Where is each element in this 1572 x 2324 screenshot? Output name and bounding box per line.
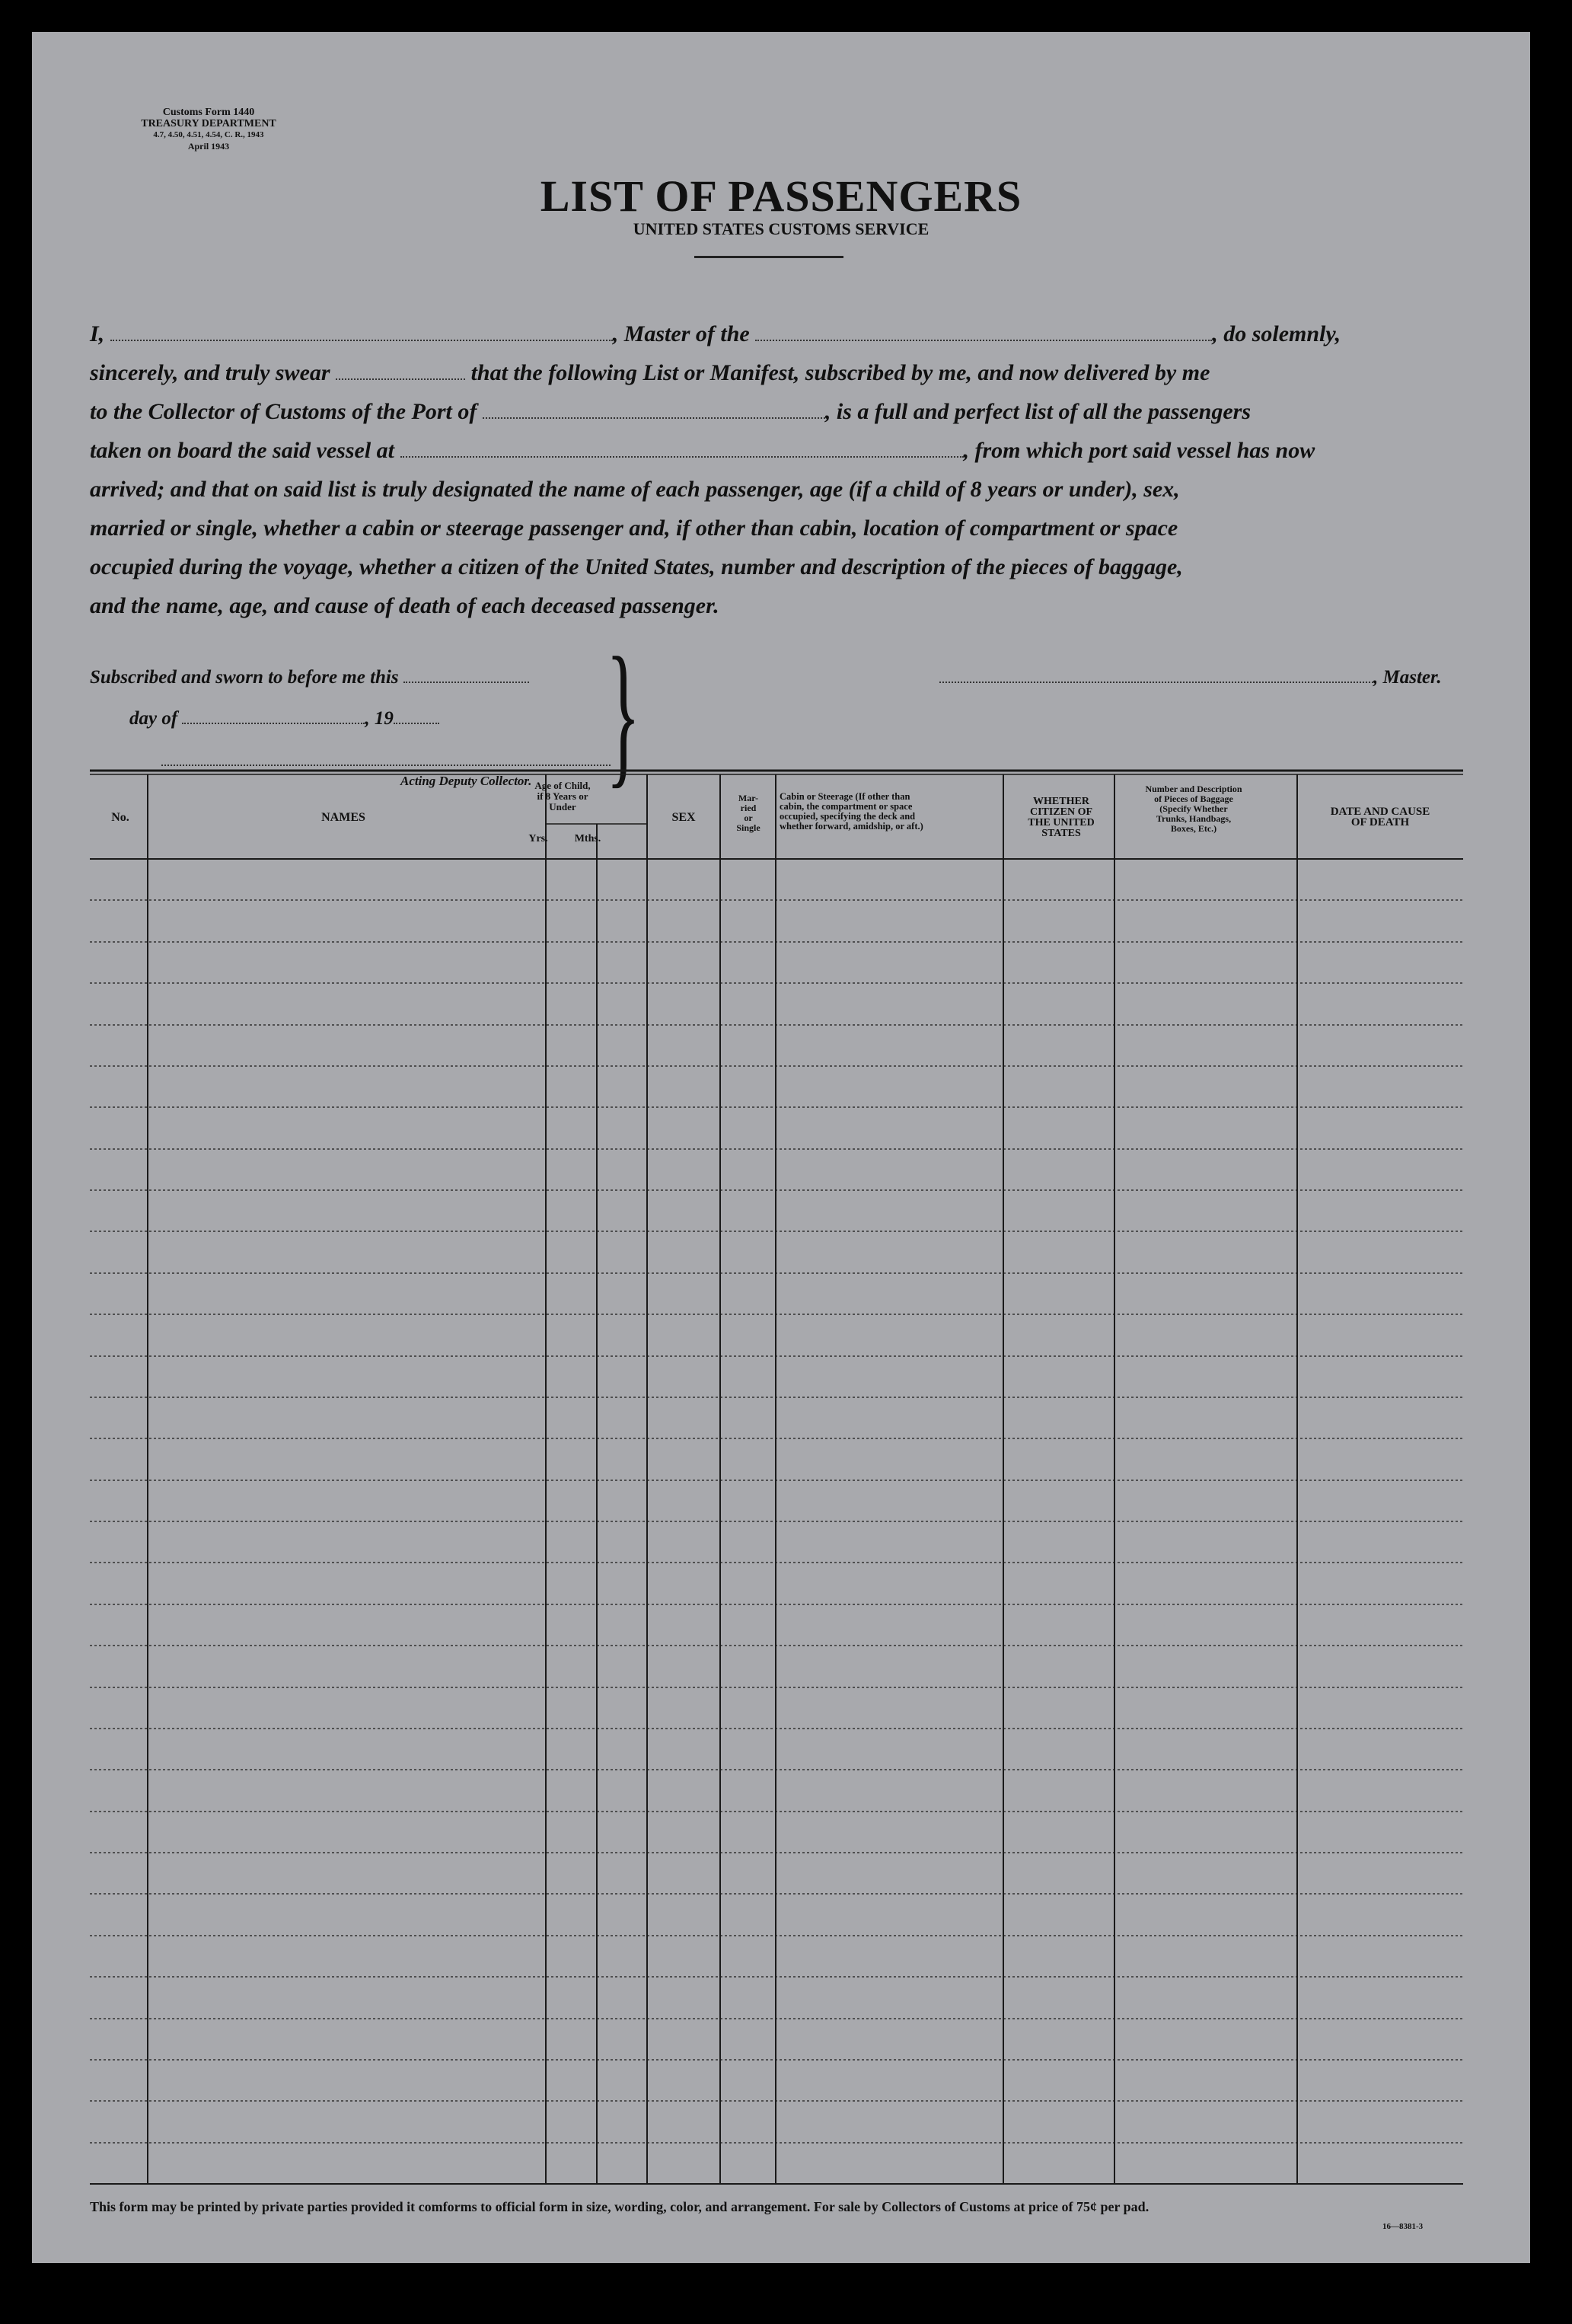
oath-text: to the Collector of Customs of the Port of: [90, 399, 477, 424]
col-header-age: Under: [549, 801, 576, 812]
col-header-cabin: Cabin or Steerage (If other than: [780, 791, 910, 802]
oath-line-8: and the name, age, and cause of death of each deceased passenger.: [90, 593, 719, 618]
col-header-citizen: THE UNITED: [1028, 817, 1095, 828]
acting-deputy-label: Acting Deputy Collector.: [400, 774, 532, 788]
oath-text: taken on board the said vessel at: [90, 438, 395, 463]
form-id-line: April 1943: [187, 141, 230, 152]
oath-text: , is a full and perfect list of all the passengers: [824, 399, 1252, 424]
oath-text: sincerely, and truly swear: [90, 360, 330, 385]
master-label: , Master.: [1373, 667, 1442, 688]
col-header-married: Mar-: [738, 793, 759, 803]
col-header-baggage: Trunks, Handbags,: [1156, 813, 1232, 824]
oath-text: that the following List or Manifest, subscribed by me, and now delivered by me: [470, 360, 1210, 385]
oath-line-6: married or single, whether a cabin or steerage passenger and, if other than cabin, location of compartment or space: [90, 516, 1178, 541]
page-subtitle: UNITED STATES CUSTOMS SERVICE: [633, 219, 929, 238]
oath-text: I,: [90, 321, 105, 346]
subscribed-text: Subscribed and sworn to before me this: [90, 667, 399, 688]
col-header-baggage: (Specify Whether: [1159, 803, 1228, 814]
oath-text: , from which port said vessel has now: [963, 438, 1315, 463]
col-header-citizen: WHETHER: [1033, 796, 1089, 807]
form-id-line: TREASURY DEPARTMENT: [141, 118, 276, 129]
oath-text: , do solemnly,: [1212, 321, 1341, 346]
col-header-baggage: Boxes, Etc.): [1170, 823, 1217, 834]
col-header-age: if 8 Years or: [537, 790, 588, 802]
col-header-baggage: of Pieces of Baggage: [1154, 793, 1233, 804]
page-title: LIST OF PASSENGERS: [540, 171, 1022, 221]
col-header-death: OF DEATH: [1350, 816, 1410, 828]
passenger-table: [32, 32, 1530, 2263]
form-id-line: Customs Form 1440: [162, 107, 255, 118]
col-header-married: Single: [736, 822, 760, 833]
day-of-text: day of: [129, 708, 178, 729]
col-header-names: NAMES: [321, 811, 365, 824]
table-header: [111, 780, 1430, 844]
form-sheet: [32, 32, 1530, 2263]
col-header-age: Age of Child,: [534, 780, 591, 791]
col-header-cabin: whether forward, amidship, or aft.): [780, 821, 923, 832]
col-header-married: ried: [740, 803, 757, 813]
col-header-citizen: CITIZEN OF: [1029, 806, 1093, 818]
footer-note: This form may be printed by private parties provided it comforms to official form in size, wording, color, and arrangement. For sale by Collectors of Customs at price of 75¢ per pad.: [90, 2199, 1150, 2214]
print-code: 16—8381-3: [1382, 2222, 1424, 2231]
oath-line-7: occupied during the voyage, whether a citizen of the United States, number and description of the pieces of baggage,: [90, 554, 1183, 579]
col-header-citizen: STATES: [1041, 828, 1081, 839]
table-grid: [90, 771, 1463, 2184]
col-header-baggage: Number and Description: [1145, 784, 1242, 794]
col-header-cabin: cabin, the compartment or space: [780, 801, 913, 812]
oath-text: , Master of the: [612, 321, 750, 346]
col-header-no: No.: [111, 811, 129, 824]
form-id-line: 4.7, 4.50, 4.51, 4.54, C. R., 1943: [153, 130, 264, 139]
oath-line-5: arrived; and that on said list is truly designated the name of each passenger, age (if a child of 8 years or under), sex,: [90, 477, 1180, 502]
col-header-yrs: Yrs.: [528, 833, 548, 844]
year-text: , 19: [365, 708, 394, 729]
col-header-married: or: [744, 812, 753, 823]
col-header-mths: Mths.: [574, 833, 601, 844]
col-header-death: DATE AND CAUSE: [1330, 806, 1430, 818]
col-header-sex: SEX: [671, 811, 696, 824]
col-header-cabin: occupied, specifying the deck and: [780, 811, 916, 822]
bracket-mark: }: [606, 625, 641, 802]
